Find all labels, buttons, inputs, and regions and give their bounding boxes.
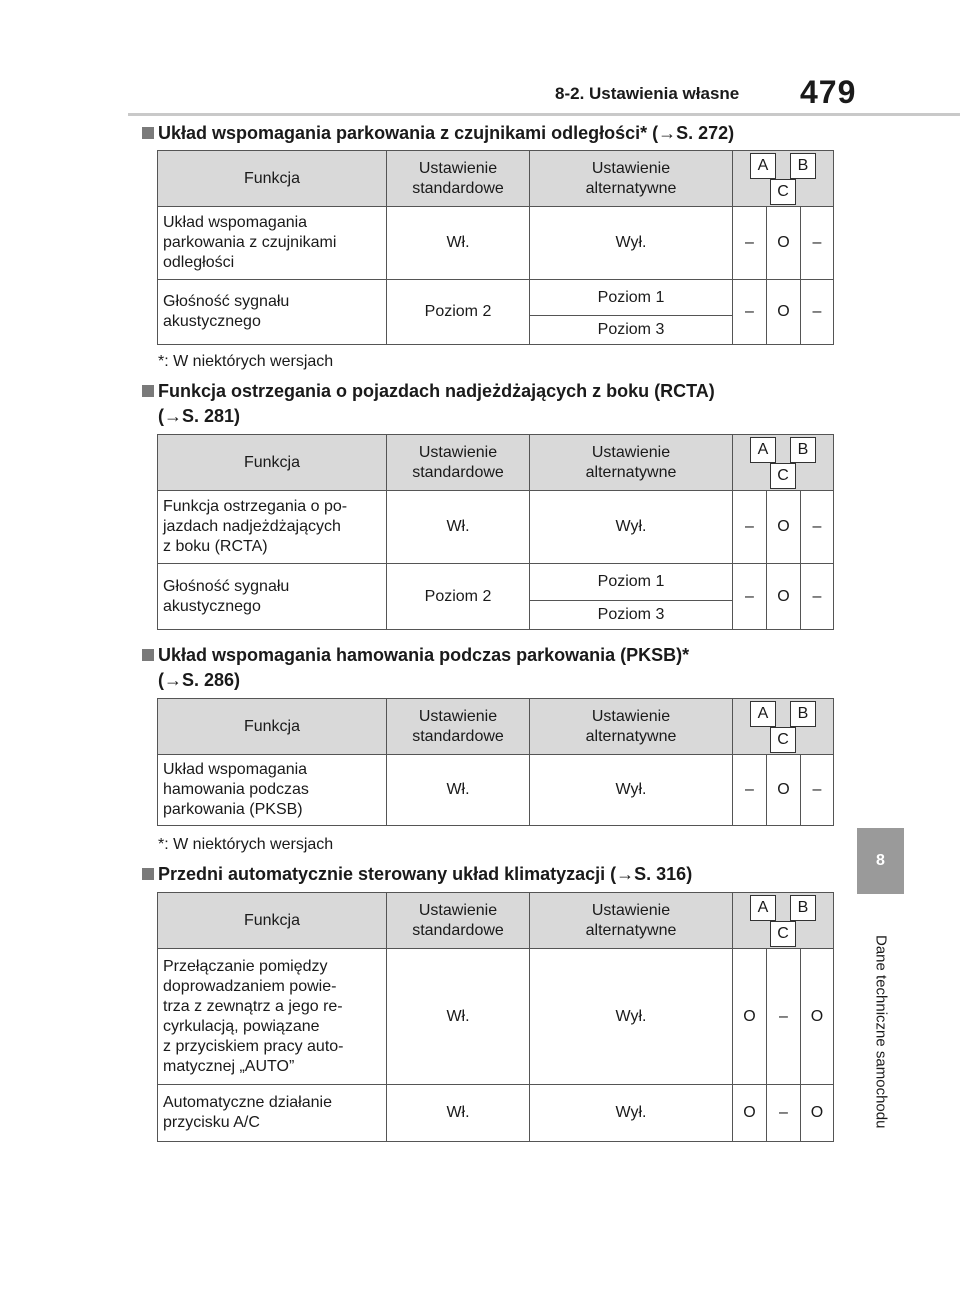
function-cell: Przełączanie pomiędzy doprowadzaniem powie- trza z zewnątrz a jego re- cyrkulacją, powiązane z przyciskiem pracy auto- matycznej „AUTO”: [158, 949, 387, 1085]
header-abc: [733, 151, 834, 207]
standard-value: Poziom 2: [387, 564, 530, 630]
header-alternative: Ustawienie alternatywne: [530, 435, 733, 491]
footnote: *: W niektórych wersjach: [158, 353, 334, 370]
square-bullet-icon: [142, 649, 154, 661]
setting-b: O: [767, 491, 801, 564]
settings-table: [157, 892, 834, 1142]
square-bullet-icon: [142, 127, 154, 139]
setting-letter-box: C: [770, 921, 796, 947]
setting-c: –: [801, 207, 834, 280]
alternative-value: Poziom 1: [530, 564, 733, 601]
setting-a: O: [733, 1085, 767, 1142]
table-row: [158, 564, 834, 601]
settings-table: [157, 150, 834, 345]
header-standard: Ustawienie standardowe: [387, 435, 530, 491]
footnote: *: W niektórych wersjach: [158, 836, 334, 853]
function-cell: Układ wspomagania hamowania podczas parkowania (PKSB): [158, 755, 387, 826]
setting-letter-box: C: [770, 179, 796, 205]
setting-c: O: [801, 949, 834, 1085]
table-row: [158, 1085, 834, 1142]
table-header-row: [158, 151, 834, 207]
function-cell: Układ wspomagania parkowania z czujnikami odległości: [158, 207, 387, 280]
square-bullet-icon: [142, 385, 154, 397]
section-heading: Przedni automatycznie sterowany układ klimatyzacji (→S. 316): [158, 862, 692, 887]
setting-letter-box: B: [790, 153, 816, 179]
table-row: [158, 207, 834, 280]
setting-a: –: [733, 280, 767, 345]
header-rule: [128, 113, 960, 116]
setting-b: –: [767, 949, 801, 1085]
setting-letter-box: A: [750, 437, 776, 463]
header-standard: Ustawienie standardowe: [387, 151, 530, 207]
table-header-row: [158, 699, 834, 755]
section-heading: Funkcja ostrzegania o pojazdach nadjeżdżających z boku (RCTA) (→S. 281): [158, 379, 715, 429]
header-alternative: Ustawienie alternatywne: [530, 893, 733, 949]
setting-b: O: [767, 280, 801, 345]
alternative-value: Poziom 3: [530, 316, 733, 345]
setting-letter-box: C: [770, 727, 796, 753]
function-cell: Głośność sygnału akustycznego: [158, 280, 387, 345]
setting-letter-box: A: [750, 701, 776, 727]
chapter-side-label: [858, 912, 904, 1152]
setting-c: O: [801, 1085, 834, 1142]
setting-b: –: [767, 1085, 801, 1142]
alternative-value: Wył.: [530, 1085, 733, 1142]
setting-letter-box: A: [750, 153, 776, 179]
header-abc: [733, 893, 834, 949]
table-header-row: [158, 893, 834, 949]
setting-c: –: [801, 564, 834, 630]
alternative-value: Poziom 1: [530, 280, 733, 316]
section-heading: Układ wspomagania hamowania podczas parkowania (PKSB)* (→S. 286): [158, 643, 689, 693]
standard-value: Wł.: [387, 207, 530, 280]
table-header-row: [158, 435, 834, 491]
standard-value: Wł.: [387, 755, 530, 826]
function-cell: Głośność sygnału akustycznego: [158, 564, 387, 630]
settings-table: [157, 698, 834, 826]
function-cell: Automatyczne działanie przycisku A/C: [158, 1085, 387, 1142]
setting-b: O: [767, 755, 801, 826]
alternative-value: Wył.: [530, 949, 733, 1085]
section-heading: Układ wspomagania parkowania z czujnikami odległości* (→S. 272): [158, 121, 734, 146]
table-row: [158, 280, 834, 316]
table-row: [158, 949, 834, 1085]
chapter-tab: 8: [857, 828, 904, 894]
table-row: [158, 755, 834, 826]
standard-value: Wł.: [387, 491, 530, 564]
setting-a: –: [733, 491, 767, 564]
header-abc: [733, 435, 834, 491]
setting-letter-box: B: [790, 895, 816, 921]
standard-value: Wł.: [387, 1085, 530, 1142]
setting-letter-box: C: [770, 463, 796, 489]
setting-a: O: [733, 949, 767, 1085]
alternative-value: Poziom 3: [530, 601, 733, 630]
function-cell: Funkcja ostrzegania o po- jazdach nadjeżdżających z boku (RCTA): [158, 491, 387, 564]
header-standard: Ustawienie standardowe: [387, 699, 530, 755]
settings-table: [157, 434, 834, 630]
setting-letter-box: B: [790, 437, 816, 463]
setting-b: O: [767, 564, 801, 630]
setting-b: O: [767, 207, 801, 280]
header-abc: [733, 699, 834, 755]
chapter-side-label-text: Dane techniczne samochodu: [872, 935, 890, 1129]
header-function: Funkcja: [158, 435, 387, 491]
alternative-value: Wył.: [530, 755, 733, 826]
square-bullet-icon: [142, 868, 154, 880]
setting-a: –: [733, 755, 767, 826]
setting-letter-box: A: [750, 895, 776, 921]
header-function: Funkcja: [158, 893, 387, 949]
standard-value: Wł.: [387, 949, 530, 1085]
header-standard: Ustawienie standardowe: [387, 893, 530, 949]
page-number: 479: [800, 74, 857, 110]
header-alternative: Ustawienie alternatywne: [530, 699, 733, 755]
setting-c: –: [801, 491, 834, 564]
setting-c: –: [801, 280, 834, 345]
header-alternative: Ustawienie alternatywne: [530, 151, 733, 207]
header-function: Funkcja: [158, 699, 387, 755]
setting-letter-box: B: [790, 701, 816, 727]
header-section-title: 8-2. Ustawienia własne: [555, 84, 740, 103]
alternative-value: Wył.: [530, 207, 733, 280]
setting-a: –: [733, 207, 767, 280]
standard-value: Poziom 2: [387, 280, 530, 345]
alternative-value: Wył.: [530, 491, 733, 564]
setting-c: –: [801, 755, 834, 826]
table-row: [158, 491, 834, 564]
header-function: Funkcja: [158, 151, 387, 207]
setting-a: –: [733, 564, 767, 630]
